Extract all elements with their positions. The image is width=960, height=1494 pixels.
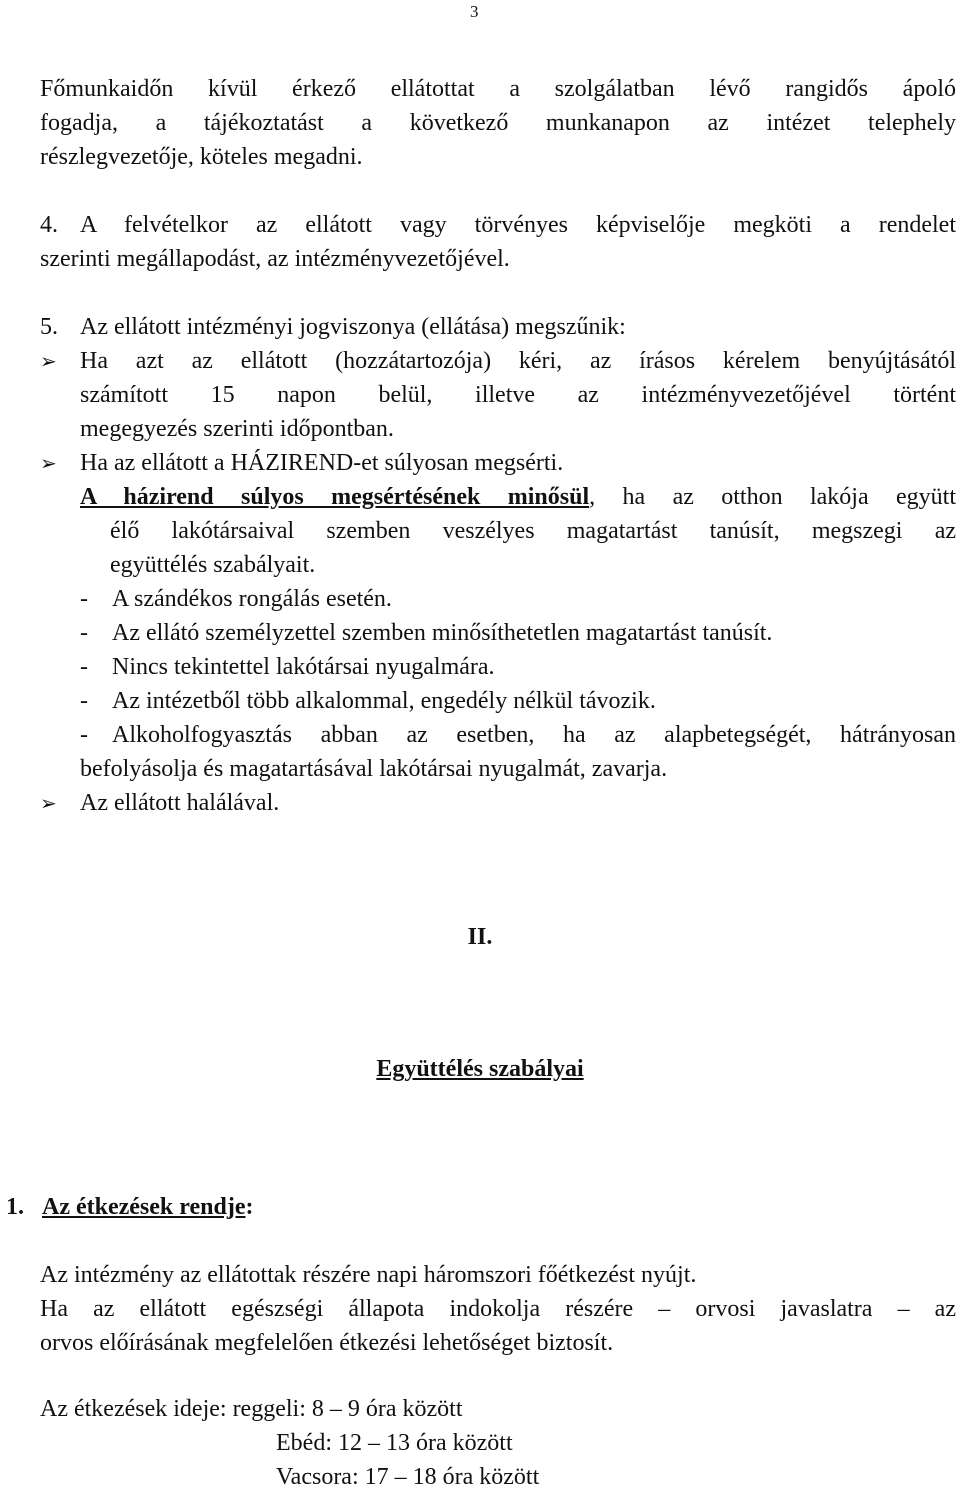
dash-item: - A szándékos rongálás esetén. [80,586,392,612]
meals-line: Az intézmény az ellátottak részére napi háromszori főétkezést nyújt. [40,1262,697,1288]
section-title-wrap [0,1052,960,1086]
arrow-bullet-icon: ➢ [40,351,57,373]
meal-times-breakfast: Az étkezések ideje: reggeli: 8 – 9 óra között [40,1396,463,1422]
bullet-2 [80,446,956,480]
item-4 [40,208,956,276]
serious-violation-rest: , ha az otthon lakója együtt [589,484,957,510]
meal-times [40,1392,956,1494]
item-4-line: szerinti megállapodást, az intézményvezetőjével. [40,246,510,272]
meals-number: 1. [6,1194,24,1220]
meal-times-dinner: Vacsora: 17 – 18 óra között [276,1464,540,1490]
bullet-2-text: Ha az ellátott a HÁZIREND-et súlyosan megsérti. [80,450,564,476]
section-roman-numeral: II. [467,924,493,950]
serious-violation-line: együttélés szabályait. [110,552,316,578]
meal-times-lunch: Ebéd: 12 – 13 óra között [276,1430,513,1456]
arrow-bullet-icon: ➢ [40,453,57,475]
dash-item: - Az intézetből több alkalommal, engedély nélkül távozik. [80,688,656,714]
intro-line: Főmunkaidőn kívül érkező ellátottat a szolgálatban lévő rangidős ápoló [40,76,956,102]
intro-line: részlegvezetője, köteles megadni. [40,144,363,170]
item-number: 4. [40,212,58,238]
bullet-3 [80,786,956,820]
meals-line: orvos előírásának megfelelően étkezési lehetőséget biztosít. [40,1330,614,1356]
bullet-1-line: Ha azt az ellátott (hozzátartozója) kéri, az írásos kérelem benyújtásától [80,348,956,374]
meals-paragraphs [40,1258,956,1360]
meals-line: Ha az ellátott egészségi állapota indokolja részére – orvosi javaslatra – az [40,1296,956,1322]
item-5-heading: Az ellátott intézményi jogviszonya (ellátása) megszűnik: [80,314,626,340]
meals-heading: Az étkezések rendje [42,1194,246,1220]
section-title: Együttélés szabályai [376,1056,584,1082]
dash-list [80,582,956,786]
page-number: 3 [470,2,479,21]
bullet-1-line: megegyezés szerinti időpontban. [80,416,394,442]
dash-item-continuation: befolyásolja és magatartásával lakótársai nyugalmát, zavarja. [80,756,668,782]
dash-item: - Nincs tekintettel lakótársai nyugalmára. [80,654,495,680]
bullet-1-line: számított 15 napon belül, illetve az intézményvezetőjével történt [80,382,956,408]
bullet-3-text: Az ellátott halálával. [80,790,280,816]
serious-violation-first-line [80,480,956,514]
meals-heading-row [6,1190,922,1224]
dash-item: - Az ellátó személyzettel szemben minősíthetetlen magatartást tanúsít. [80,620,773,646]
serious-violation-term: A házirend súlyos megsértésének minősül [80,484,590,510]
intro-line: fogadja, a tájékoztatást a következő munkanapon az intézet telephely [40,110,956,136]
serious-violation-line: élő lakótársaival szemben veszélyes magatartást tanúsít, megszegi az [110,518,956,544]
item-5-heading-row [40,310,956,344]
serious-violation-continuation [110,514,956,582]
dash-item: - Alkoholfogyasztás abban az esetben, ha az alapbetegségét, hátrányosan [80,722,956,748]
item-4-line: A felvételkor az ellátott vagy törvényes képviselője megköti a rendelet [80,212,956,238]
intro-paragraph [40,72,956,174]
meals-heading-colon: : [245,1194,254,1220]
arrow-bullet-icon: ➢ [40,793,57,815]
bullet-1 [80,344,956,446]
item-number: 5. [40,314,58,340]
